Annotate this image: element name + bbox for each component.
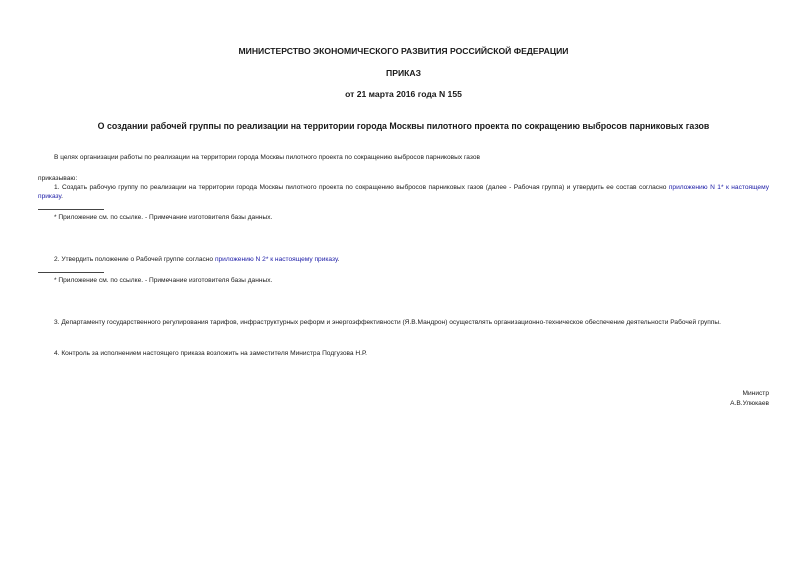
footnote-1: * Приложение см. по ссылке. - Примечание изготовителя базы данных.	[54, 214, 273, 221]
item-3: 3. Департаменту государственного регулирования тарифов, инфраструктурных реформ и энергоэффективности (Я.В.Мандрон) осуществлять организационно-техническое обеспечение деятельности Рабочей группы.	[54, 319, 721, 326]
appendix-1-link[interactable]: приложению N 1* к настоящему приказу	[38, 184, 770, 200]
ministry-heading: МИНИСТЕРСТВО ЭКОНОМИЧЕСКОГО РАЗВИТИЯ РОССИЙСКОЙ ФЕДЕРАЦИИ	[238, 46, 569, 56]
item-2-end: .	[337, 256, 340, 263]
item-2-text: 2. Утвердить положение о Рабочей группе согласно	[54, 256, 215, 263]
item-2	[54, 255, 339, 264]
doc-type-heading: ПРИКАЗ	[386, 68, 421, 78]
appendix-2-link[interactable]: приложению N 2* к настоящему приказу	[214, 256, 338, 263]
footnote-2: * Приложение см. по ссылке. - Примечание изготовителя базы данных.	[54, 277, 273, 284]
date-number-heading: от 21 марта 2016 года N 155	[345, 89, 462, 99]
item-1	[38, 183, 769, 201]
signature-position: Министр	[742, 390, 769, 397]
footnote-rule-1	[38, 209, 104, 210]
document-title: О создании рабочей группы по реализации на территории города Москвы пилотного проекта по сокращению выбросов парниковых газов	[97, 121, 710, 131]
preamble: В целях организации работы по реализации на территории города Москвы пилотного проекта по сокращению выбросов парниковых газов	[54, 154, 481, 161]
item-1-end: .	[61, 193, 63, 200]
order-word: приказываю:	[38, 175, 78, 182]
item-1-text: 1. Создать рабочую группу по реализации на территории города Москвы пилотного проекта по сокращению выбросов парниковых газов (далее - Рабочая группа) и утвердить ее состав согласно	[54, 184, 669, 191]
footnote-rule-2	[38, 272, 104, 273]
signature-name: А.В.Улюкаев	[730, 400, 769, 407]
item-4: 4. Контроль за исполнением настоящего приказа возложить на заместителя Министра Подгузова Н.Р.	[54, 350, 368, 357]
